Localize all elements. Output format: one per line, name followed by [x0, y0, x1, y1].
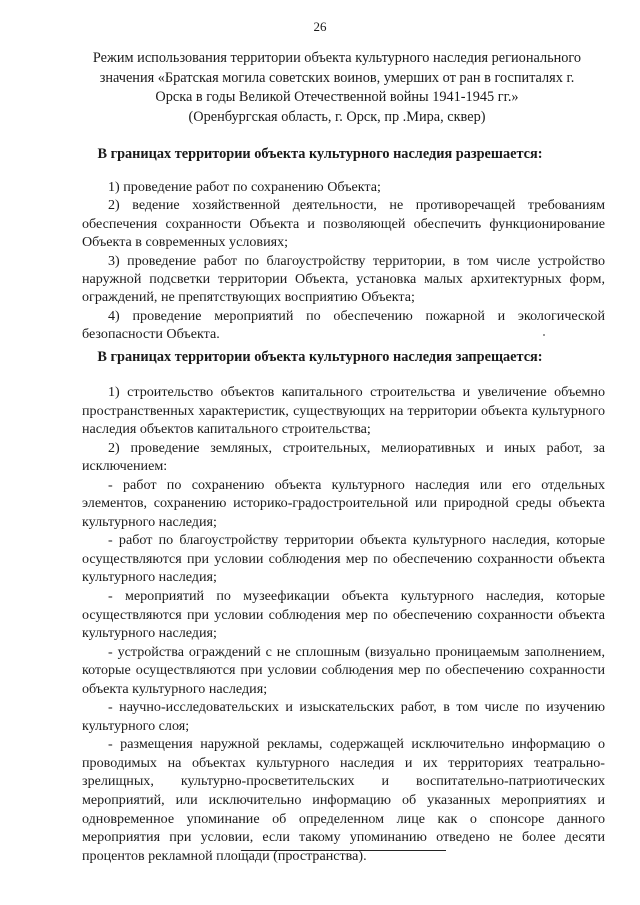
list-item: 3) проведение работ по благоустройству территории, в том числе устройство наружной подсветки территории Объекта, установка малых архитектурных форм, ограждений, не препятствующих восприятию Объекта;	[82, 252, 605, 306]
section-heading-prohibited: В границах территории объекта культурного наследия запрещается:	[97, 349, 543, 365]
list-item: - работ по благоустройству территории объекта культурного наследия, которые осуществляются при условии соблюдения мер по обеспечению сохранности объекта культурного наследия;	[82, 532, 605, 586]
list-item: 1) проведение работ по сохранению Объекта;	[108, 179, 381, 195]
title-line: значения «Братская могила советских воинов, умерших от ран в госпиталях г.	[99, 69, 575, 86]
list-item: 2) ведение хозяйственной деятельности, не противоречащей требованиям обеспечения сохранности Объекта и позволяющей обеспечить функционирование Объекта в современных условиях;	[82, 197, 605, 251]
list-item: - устройства ограждений с не сплошным (визуально проницаемым заполнением, которые осуществляются при условии соблюдения мер по обеспечению сохранности объекта культурного наследия;	[82, 643, 605, 697]
closing-rule	[241, 850, 446, 851]
section-heading-allowed: В границах территории объекта культурного наследия разрешается:	[97, 146, 543, 162]
list-item: - размещения наружной рекламы, содержащей исключительно информацию о проводимых на объектах культурного наследия и их территориях театрально-зрелищных, культурно-просветительских и воспитательно-патриотических мероприятий, или исключительно информацию об указанных мероприятиях и одновременное упоминание об определенном лице как о спонсоре данного мероприятия при условии, если такому упоминанию отведено не более десяти процентов рекламной площади (пространства).	[82, 736, 605, 864]
prohibited-list	[82, 383, 605, 865]
document-title	[72, 49, 602, 127]
page-number: 26	[313, 19, 327, 34]
list-item: 1) строительство объектов капитального строительства и увеличение объемно пространственных характеристик, существующих на территории объекта культурного наследия объектов капитального строительства;	[82, 384, 605, 438]
list-item: 4) проведение мероприятий по обеспечению пожарной и экологической безопасности Объекта.	[82, 307, 605, 343]
scan-speck	[543, 334, 545, 336]
allowed-list	[82, 178, 605, 344]
list-item: - научно-исследовательских и изыскательских работ, в том числе по изучению культурного слоя;	[82, 699, 605, 734]
title-line: Орска в годы Великой Отечественной войны 1941-1945 гг.»	[155, 89, 519, 105]
list-item: - работ по сохранению объекта культурного наследия или его отдельных элементов, сохранению историко-градостроительной или природной среды объекта культурного наследия;	[82, 476, 605, 530]
list-item: - мероприятий по музеефикации объекта культурного наследия, которые осуществляются при условии соблюдения мер по обеспечению сохранности объекта культурного наследия;	[82, 588, 605, 642]
list-item: 2) проведение земляных, строительных, мелиоративных и иных работ, за исключением:	[82, 439, 605, 475]
title-line: (Оренбургская область, г. Орск, пр .Мира, сквер)	[188, 108, 486, 125]
title-line: Режим использования территории объекта культурного наследия регионального	[92, 50, 582, 66]
